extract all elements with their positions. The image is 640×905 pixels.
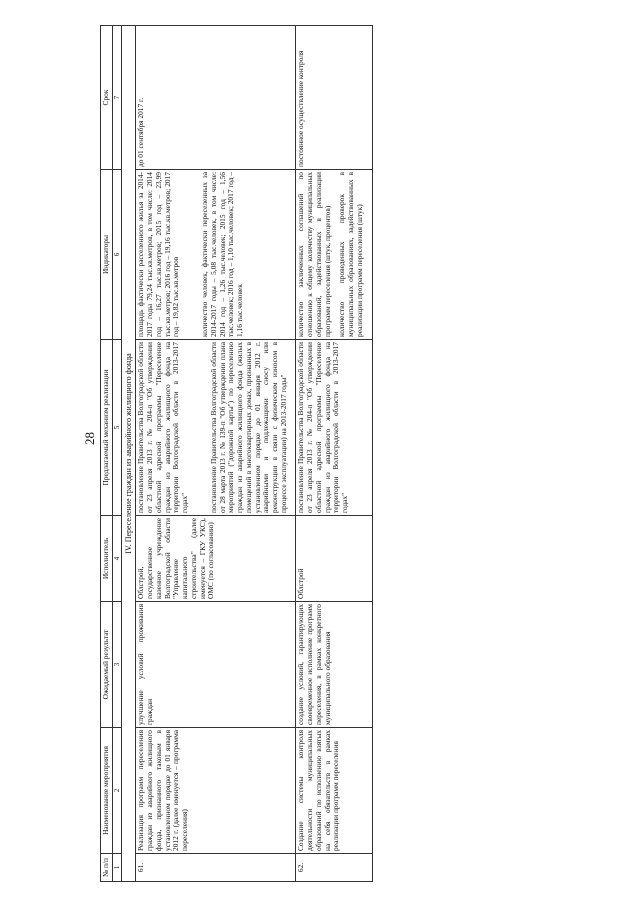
page-number: 28: [82, 432, 97, 445]
header-indicators: Индикаторы: [101, 170, 113, 340]
indicator-item: количество человек, фактически переселенных за 2014-2017 годы – 5,08 тыс.человек, в том числе: 2014 год – 1,26 тыс.человек; 2015 год – 1,56 тыс.человек; 2016 год – 1,10 тыс.человек; 2017 год – 1,16 тыс.человек: [200, 172, 245, 337]
row-number: 62.: [296, 854, 372, 882]
row-executor: Облстрой: [296, 516, 372, 602]
column-number-row: [112, 26, 121, 882]
row-number: 61.: [136, 854, 296, 882]
table-row: [136, 26, 296, 882]
column-number: 5: [112, 340, 121, 516]
header-result: Ожидаемый результат: [101, 602, 113, 728]
row-deadline: до 01 сентября 2017 г.: [136, 26, 296, 170]
row-deadline: постоянное осуществление контроля: [296, 26, 372, 170]
row-name: Реализация программ переселения граждан из аварийного жилищного фонда, признанного таковым в установленном порядке до 01 января 2012 г. (далее именуется – программа переселения): [136, 728, 296, 854]
mechanism-item: постановление Правительства Волгоградской области от 28 марта 2013 г. № 139-п "Об утверждении плана мероприятий ("дорожной карты") по переселению граждан из аварийного жилищного фонда (жилых помещений в многоквартирных домах, признанных в установленном порядке до 01 января 2012 г. аварийными и подлежащими сносу или реконструкции в связи с физическим износом в процессе эксплуатации) на 2013-2017 годы": [208, 342, 288, 513]
header-mechanism: Предлагаемый механизм реализации: [101, 340, 113, 516]
indicator-item: количество проведенных проверок в муниципальных образованиях, задействованных в реализации программ переселения (штук): [337, 172, 364, 337]
rotated-table-wrapper: [100, 26, 373, 882]
column-number: 1: [112, 854, 121, 882]
mechanism-item: постановление Правительства Волгоградской области от 23 апреля 2013 г. № 204-п "Об утверждении областной адресной программы "Переселение граждан из аварийного жилищного фонда на территории Волгоградской области в 2013-2017 годах": [296, 342, 350, 513]
section-row: [121, 26, 135, 882]
header-deadline: Срок: [101, 26, 113, 170]
column-number: 6: [112, 170, 121, 340]
row-executor: Облстрой, государственное казенное учреждение Волгоградской области "Управление капитального строительства" (далее именуется – ГКУ УКС), ОМС (по согласованию): [136, 516, 296, 602]
measures-table: [100, 25, 373, 882]
table-row: [296, 26, 372, 882]
row-result: улучшение условий проживания граждан: [136, 602, 296, 728]
row-result: создание условий, гарантирующих своевременное исполнение программ переселения, в рамках конкретного муниципального образования: [296, 602, 372, 728]
column-number: 7: [112, 26, 121, 170]
header-executor: Исполнитель: [101, 516, 113, 602]
header-num: № п/п: [101, 854, 113, 882]
row-name: Создание системы контроля деятельности муниципальных образований по исполнению взятых на себя обязательств в рамках реализации программ переселения: [296, 728, 372, 854]
row-mechanism: [136, 340, 296, 516]
indicator-item: количество заключенных соглашений по отношению к общему количеству муниципальных образований, задействованных в реализации программ переселения (штук, процентов): [296, 172, 332, 337]
header-name: Наименование мероприятия: [101, 728, 113, 854]
column-number: 4: [112, 516, 121, 602]
row-indicators: [136, 170, 296, 340]
mechanism-item: постановление Правительства Волгоградской области от 23 апреля 2013 г. № 204-п "Об утверждении областной адресной программы "Переселение граждан из аварийного жилищного фонда на территории Волгоградской области в 2013-2017 годах": [136, 342, 190, 513]
column-number: 2: [112, 728, 121, 854]
section-title: IV. Переселение граждан из аварийного жилищного фонда: [121, 26, 135, 882]
indicator-item: площадь фактически расселенного жилья за 2014-2017 годы 79,24 тыс.кв.метров, в том числе: 2014 год – 16,27 тыс.кв.метров; 2015 год – 23,99 тыс.кв.метров; 2016 год – 19,16 тыс.кв.метров; 2017 год – 19,82 тыс.кв.метров: [136, 172, 181, 337]
row-mechanism: [296, 340, 372, 516]
column-number: 3: [112, 602, 121, 728]
header-row: [101, 26, 113, 882]
row-indicators: [296, 170, 372, 340]
